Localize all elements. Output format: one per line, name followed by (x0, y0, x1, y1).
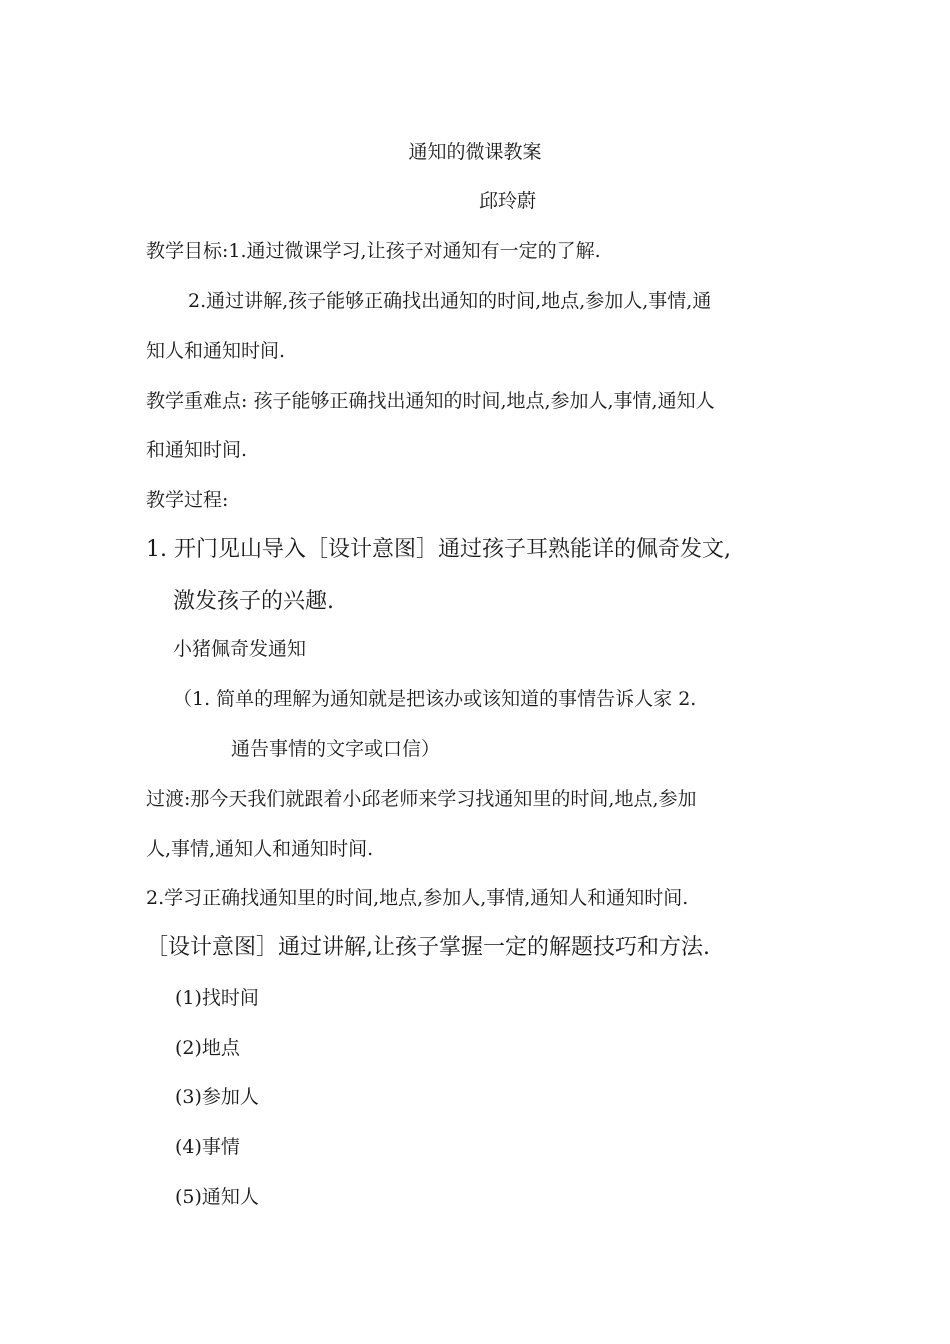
step2-item-place: (2)地点 (175, 1037, 240, 1059)
step2-line-1: 2.学习正确找通知里的时间,地点,参加人,事情,通知人和通知时间. (146, 887, 689, 909)
transition-line-2: 人,事情,通知人和通知时间. (146, 838, 374, 860)
step2-item-notifier: (5)通知人 (175, 1186, 259, 1208)
document-title: 通知的微课教案 (408, 141, 542, 163)
step1-line-2: 激发孩子的兴趣. (173, 589, 334, 614)
objectives-line-3: 知人和通知时间. (146, 340, 286, 362)
step1-line-3: 小猪佩奇发通知 (173, 638, 307, 660)
step1-line-4: （1. 简单的理解为通知就是把该办或该知道的事情告诉人家 2. (173, 688, 697, 710)
step2-item-participants: (3)参加人 (175, 1086, 259, 1108)
transition-line-1: 过渡:那今天我们就跟着小邱老师来学习找通知里的时间,地点,参加 (146, 788, 697, 810)
step2-item-time: (1)找时间 (175, 987, 259, 1009)
objectives-line-1: 教学目标:1.通过微课学习,让孩子对通知有一定的了解. (146, 240, 601, 262)
key-points-line-1: 教学重难点: 孩子能够正确找出通知的时间,地点,参加人,事情,通知人 (146, 390, 715, 412)
step1-line-5: 通告事情的文字或口信） (231, 738, 441, 760)
step2-line-2: ［设计意图］通过讲解,让孩子掌握一定的解题技巧和方法. (146, 935, 710, 960)
objectives-line-2: 2.通过讲解,孩子能够正确找出通知的时间,地点,参加人,事情,通 (188, 290, 712, 312)
step1-line-1: 1. 开门见山导入［设计意图］通过孩子耳熟能详的佩奇发文, (146, 537, 731, 562)
process-heading: 教学过程: (146, 489, 229, 511)
step2-item-matter: (4)事情 (175, 1136, 240, 1158)
key-points-line-2: 和通知时间. (146, 439, 248, 461)
author-name: 邱玲蔚 (479, 190, 537, 212)
